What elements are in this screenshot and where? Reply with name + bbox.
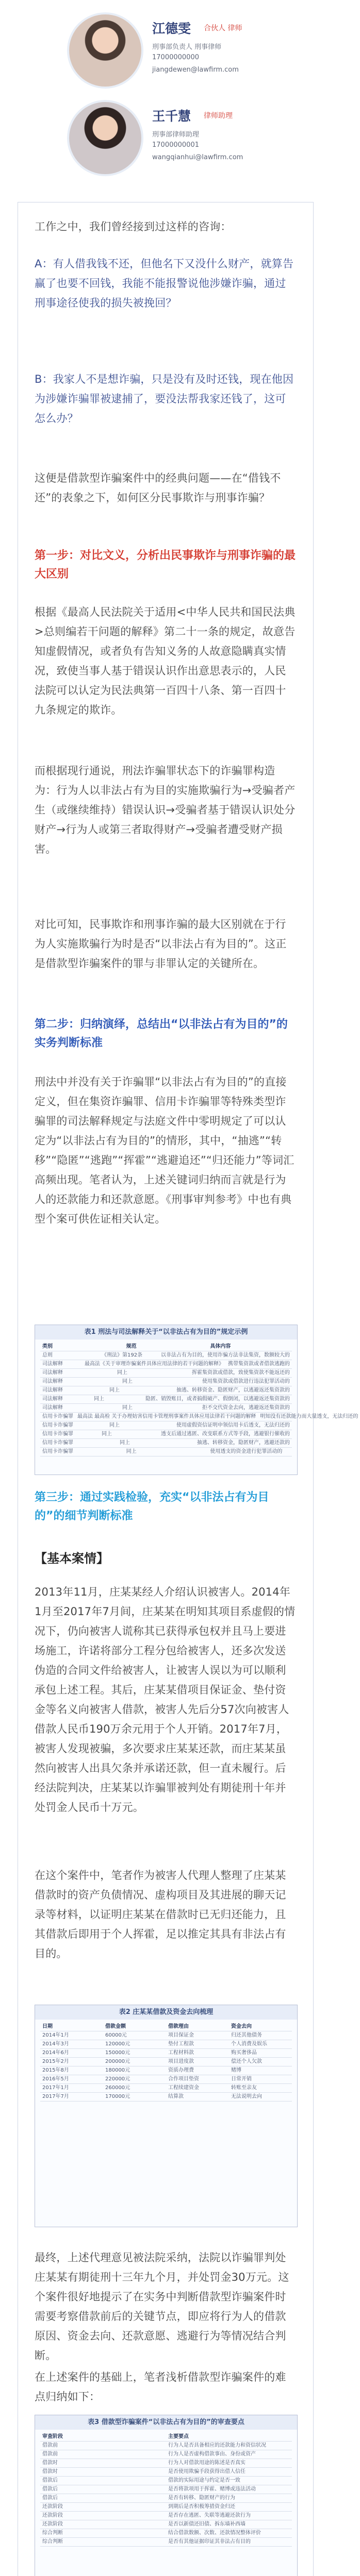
table-cell: 150000元 (105, 2050, 130, 2056)
table-cell: 使用集资款或借款进行违法犯罪活动的 (202, 1379, 290, 1384)
table-cell: 项目进度款 (168, 2059, 194, 2064)
table-cell: 180000元 (105, 2067, 130, 2073)
profile-email[interactable]: jiangdewen@lawfirm.com (152, 66, 239, 74)
table-cell: 200000元 (105, 2059, 130, 2064)
step1-paragraph: 而根据现行通说，刑法诈骗罪状态下的诈骗罪构造为：行为人以非法占有为目的实施欺骗行为→受骗者产生（或继续维持）错误认识→受骗者基于错误认识处分财产→行为人或第三者取得财产→受骗者遭受财产损害。 (35, 765, 296, 855)
table-row (40, 1404, 292, 1413)
table-cell: 2017年7月 (42, 2094, 69, 2099)
table-cell: 借款前 (42, 2443, 58, 2448)
table-cell: 是否有其他证据印证其非法占有目的 (168, 2539, 251, 2545)
table-row (40, 2459, 292, 2468)
article-card (18, 202, 358, 2576)
table-cell: 最高法《关于审理诈骗案件具体应用法律的若干问题的解释》 (85, 1361, 224, 1367)
table-row (40, 2450, 292, 2459)
case-paragraph: 在上述案件的基础上，笔者浅析借款型诈骗案件的难点归纳如下： (35, 2371, 286, 2403)
profile-card (67, 97, 304, 179)
profile-line: 刑事部律师助理 (152, 131, 200, 139)
table-cell: 无法说明去向 (231, 2094, 262, 2099)
table-row (40, 2477, 292, 2485)
case-para1 (35, 1582, 297, 1817)
table-cell: 偿还个人欠款 (231, 2059, 262, 2064)
table-row (40, 1439, 292, 1448)
profile-card (67, 9, 304, 92)
table-cell: 170000元 (105, 2094, 130, 2099)
table-cell: 是否有转移、隐匿财产的行为 (168, 2495, 235, 2501)
case-paragraph: 2013年11月，庄某某经人介绍认识被害人。2014年1月至2017年7月间，庄某某在明知其项目系虚假的情况下，仍向被害人谎称其已获得承包权并且马上要进场施工，许诺将部分工程分包给被害人，还多次发送伪造的合同文件给被害人，让被害人误以为可以顺利承包上述工程。其后，庄某某借项目保证金、垫付资金等名义向被害人借款，被害人先后分57次向被害人借款人民币190万余元用于个人开销。2017年7月，被害人发现被骗，多次要求庄某某还款，而庄某某虽然向被害人出具欠条并承诺还款，但一直未履行。后经法院判决，庄某某以诈骗罪被判处有期徒刑十年并处罚金人民币十万元。 (35, 1586, 296, 1814)
table-cell: 综合判断 (42, 2530, 63, 2536)
table-cell: 同上 (117, 1370, 127, 1376)
table-header-cell: 审查阶段 (42, 2434, 63, 2439)
table-cell: 2014年3月 (42, 2041, 69, 2047)
profile-line: 17000000001 (152, 141, 199, 149)
table-cell: 总则 (42, 1352, 53, 1358)
step2-title (35, 1015, 297, 1053)
table-cell: 借款时 (42, 2469, 58, 2475)
table-row (40, 2049, 292, 2058)
table-cell: 归还其他债务 (231, 2032, 262, 2038)
step2-paragraph: 刑法中并没有关于诈骗罪“以非法占有为目的”的直接定义，但在集资诈骗罪、信用卡诈骗罪等特殊类型诈骗罪的司法解释规定与法庭文件中零明规定了可以认定为“以非法占有为目的”的情形，其中，“抽逃”“转移”“隐匿”“逃跑”“挥霍”“逃避追还”“归还能力”等词汇高频出现。笔者认为，上述关键词归纳而言就是行为人的还款能力和还款意愿。《刑事审判参考》中也有典型个案可供佐证相关认定。 (35, 1076, 294, 1225)
table-cell: 同上 (120, 1440, 130, 1446)
table-cell: 司法解释 (42, 1387, 63, 1393)
table-row (40, 2040, 292, 2049)
table-header-cell: 规范 (126, 1344, 137, 1349)
table-cell: 以非法占有为目的，使用诈骗方法非法集资，数额较大的 (161, 1352, 290, 1358)
table-header-cell: 资金去向 (231, 2024, 252, 2029)
profile-email[interactable]: wangqianhui@lawfirm.com (152, 154, 243, 161)
table-cell: 220000元 (105, 2076, 130, 2082)
table-header-cell: 借款金额 (105, 2024, 126, 2029)
step3-title (35, 1488, 297, 1526)
table-cell: 借款后 (42, 2486, 58, 2492)
table-row (40, 1448, 292, 1456)
table-row (40, 1395, 292, 1404)
table-cell: 120000元 (105, 2041, 130, 2047)
table-caption: 表3 借款型诈骗案件“以非法占有为目的”的审查要点 (35, 2415, 297, 2430)
table-row (40, 2066, 292, 2075)
step1-paragraph: 对比可知，民事欺诈和刑事诈骗的最大区别就在于行为人实施欺骗行为时是否“以非法占有为目的”。这正是借款型诈骗案件的罪与非罪认定的关键所在。 (35, 918, 287, 970)
case-paragraph: 在这个案件中，笔者作为被害人代理人整理了庄某某借款时的资产负债情况、虚构项目及其进展的聊天记录等材料，以证明庄某某在借款时已无归还能力，且其借款后即用于个人挥霍，足以推定其具有非法占有目的。 (35, 1869, 286, 1960)
step2-label: 第二步： (35, 1018, 80, 1031)
table-cell: 60000元 (105, 2032, 127, 2038)
table-header-cell: 借款理由 (168, 2024, 189, 2029)
table-caption: 表1 刑法与司法解释关于“以非法占有为目的”规定示例 (35, 1325, 297, 1340)
table-caption: 表2 庄某某借款及资金去向梳理 (35, 2005, 297, 2020)
table-cell: 同上 (126, 1449, 137, 1454)
case-head-block (35, 1548, 297, 1569)
table-cell: 转账至亲友 (231, 2085, 257, 2091)
table-cell: 是否存在逃匿、失联等逃避还款行为 (168, 2513, 251, 2518)
table-row (40, 2058, 292, 2066)
summary-text: 这便是借款型诈骗案件中的经典问题——在“借钱不还”的表象之下，如何区分民事欺诈与刑事诈骗？ (35, 472, 281, 504)
table-row (40, 2031, 292, 2040)
table-cell: 结算款 (168, 2094, 184, 2099)
table-cell: 抽逃、转移资金，隐匿财产，逃避还款的 (197, 1440, 290, 1446)
profile-role: 律师助理 (204, 112, 233, 120)
table-cell: 垫付工程款 (168, 2041, 194, 2047)
author-profiles (0, 0, 330, 180)
table-cell: 信用卡诈骗罪 (42, 1422, 73, 1428)
avatar (67, 12, 143, 89)
table-cell: 个人消费及娱乐 (231, 2041, 267, 2047)
case-para4 (35, 2367, 297, 2406)
table-cell: 赌博 (231, 2067, 241, 2073)
table-cell: 《刑法》第192条 (102, 1352, 143, 1358)
table-row (40, 2442, 292, 2450)
table-cell: 使用透支的资金进行犯罪活动的 (210, 1449, 283, 1454)
table-row (40, 2538, 292, 2547)
case-para3 (35, 2248, 297, 2365)
table-row (40, 2494, 292, 2503)
table-cell: 借款的实际用途与约定是否一致 (168, 2478, 240, 2483)
question-a: A：有人借我钱不还，但他名下又没什么财产，就算告赢了也要不回钱，我能不能报警说他涉嫌诈骗，通过刑事途径使我的损失被挽回？ (35, 258, 294, 309)
table-row (40, 1430, 292, 1439)
table-row (40, 1421, 292, 1430)
table-row (40, 1369, 292, 1378)
table-cell: 行为人对借款用途的陈述是否真实 (168, 2460, 246, 2466)
table-cell: 信用卡诈骗罪 (42, 1414, 73, 1419)
step1-para1 (35, 602, 297, 720)
profile-line: 17000000000 (152, 54, 199, 61)
step2-para1 (35, 1072, 297, 1229)
table-row (40, 1360, 292, 1369)
table-cell: 综合判断 (42, 2539, 63, 2545)
step1-title (35, 547, 297, 584)
intro-block (35, 217, 297, 236)
profile-name: 王千慧 (152, 109, 191, 124)
table-cell: 信用卡诈骗罪 (42, 1440, 73, 1446)
question-b: B：我家人不是想诈骗，只是没有及时还钱，现在他因为涉嫌诈骗罪被逮捕了，要没法帮我家还钱了，这可怎么办？ (35, 373, 294, 425)
table-row (40, 2485, 292, 2494)
table-image-1 (35, 1325, 358, 1475)
table-row (40, 2084, 292, 2093)
table-cell: 挥霍集资款或借款，致使集资款不能返还的 (192, 1370, 290, 1376)
table-row (40, 2512, 292, 2520)
table-cell: 司法解释 (42, 1396, 63, 1402)
profile-line: 刑事部负责人 刑事律师 (152, 43, 222, 51)
table-row (40, 2468, 292, 2477)
table-cell: 同上 (122, 1379, 133, 1384)
table-cell: 还款阶段 (42, 2513, 63, 2518)
table-cell: 司法解释 (42, 1405, 63, 1411)
case-para2 (35, 1866, 297, 1963)
table-header-cell: 具体内容 (210, 1344, 231, 1349)
table-cell: 是否以新债还旧债、拆东墙补西墙 (168, 2521, 246, 2527)
table-cell: 是否将款项用于挥霍、赌博或违法活动 (168, 2486, 256, 2492)
table-cell: 明知没有还款能力而大量透支，无法归还的 (260, 1414, 358, 1419)
table-cell: 到期后是否积极筹措资金归还 (168, 2504, 235, 2510)
step1-paragraph: 根据《最高人民法院关于适用<中华人民共和国民法典>总则编若干问题的解释》第二十一条的规定，故意告知虚假情况，或者负有告知义务的人故意隐瞒真实情况，致使当事人基于错误认识作出意思表示的，人民法院可以认定为民法典第一百四十八条、第一百四十九条规定的欺诈。 (35, 606, 296, 716)
table-cell: 还款阶段 (42, 2521, 63, 2527)
step2-heading: 归纳演绎，总结出“以非法占有为目的”的实务判断标准 (35, 1018, 288, 1049)
step1-label: 第一步： (35, 549, 80, 562)
table-cell: 2016年5月 (42, 2076, 69, 2082)
table-header-row (40, 2023, 292, 2031)
table3-body (40, 2433, 292, 2576)
table-cell: 合作项目垫资 (168, 2076, 199, 2082)
table-cell: 信用卡诈骗罪 (42, 1449, 73, 1454)
table-cell: 同上 (102, 1431, 112, 1437)
table1-rows (40, 1351, 358, 1456)
table-cell: 信用卡诈骗罪 (42, 1431, 73, 1437)
table-header-row (40, 1343, 292, 1351)
table-cell: 借款后 (42, 2495, 58, 2501)
table-cell: 2014年1月 (42, 2032, 69, 2038)
step3-heading: 通过实践检验，充实“以非法占有为目的”的细节判断标准 (35, 1491, 269, 1522)
table-cell: 项目保证金 (168, 2032, 194, 2038)
table-cell: 行为人是否虚构借款事由、身份或资产 (168, 2451, 256, 2457)
table-cell: 使用虚假资信证明申领信用卡后透支，无法归还的 (176, 1422, 290, 1428)
table-cell: 司法解释 (42, 1379, 63, 1384)
table2-body (40, 2023, 292, 2222)
case-paragraph: 最终，上述代理意见被法院采纳，法院以诈骗罪判处庄某某有期徒刑十三年九个月，并处罚金30万元。这个案件很好地提示了在实务中判断借款型诈骗案件时需要考察借款前后的关键节点，即应将行为人的借款原因、资金去向、还款意愿、逃避行为等情况结合判断。 (35, 2251, 289, 2362)
table-cell: 借款时 (42, 2460, 58, 2466)
step1-para2 (35, 761, 297, 859)
table-cell: 2014年6月 (42, 2050, 69, 2056)
table-cell: 日常开销 (231, 2076, 252, 2082)
table-cell: 还款阶段 (42, 2504, 63, 2510)
table-header-cell: 类别 (42, 1344, 53, 1349)
table-cell: 同上 (109, 1387, 120, 1393)
table-row (40, 1386, 292, 1395)
table-row (40, 2520, 292, 2529)
case-heading: 【基本案情】 (35, 1551, 109, 1566)
table-cell: 同上 (122, 1405, 133, 1411)
step1-para3 (35, 914, 297, 973)
table-row (40, 2075, 292, 2084)
table-cell: 抽逃、转移资金、隐匿财产，以逃避返还集资款的 (176, 1387, 290, 1393)
table-image-3 (35, 2415, 298, 2576)
table1-body (40, 1343, 358, 1469)
table-image-2 (35, 2005, 298, 2227)
table-cell: 携带集资款或者借款逃跑的 (228, 1361, 290, 1367)
table-cell: 借款后 (42, 2478, 58, 2483)
table-cell: 购买奢侈品 (231, 2050, 257, 2056)
table-cell: 行为人是否具备相应的还款能力和资信状况 (168, 2443, 266, 2448)
table-cell: 同上 (94, 1396, 104, 1402)
table-cell: 借款前 (42, 2451, 58, 2457)
avatar (67, 100, 143, 176)
qa-b-block (35, 369, 297, 428)
table-cell: 司法解释 (42, 1361, 63, 1367)
table-cell: 2015年2月 (42, 2059, 69, 2064)
table-row (40, 2503, 292, 2512)
table-cell: 工程续建资金 (168, 2085, 199, 2091)
table-cell: 260000元 (105, 2085, 130, 2091)
profile-name: 江德雯 (152, 21, 191, 36)
table3-rows (40, 2442, 292, 2547)
table-cell: 隐匿、销毁账目，或者搞假破产、假倒闭，以逃避返还集资款的 (145, 1396, 290, 1402)
table-row (40, 1351, 292, 1360)
table-cell: 是否使用欺骗手段获得出借人信任 (168, 2469, 246, 2475)
table-cell: 同上 (109, 1422, 120, 1428)
table-cell: 结合借款数额、次数、还款情况整体评价 (168, 2530, 261, 2536)
table-row (40, 1378, 292, 1386)
step3-label: 第三步： (35, 1491, 80, 1504)
table-row (40, 2093, 292, 2102)
table-cell: 工程材料款 (168, 2050, 194, 2056)
intro-text: 工作之中，我们曾经接到过这样的咨询： (35, 221, 232, 233)
table-cell: 资质办理费 (168, 2067, 194, 2073)
table-cell: 透支后通过逃匿、改变联系方式等手段，逃避银行催收的 (161, 1431, 290, 1437)
step1-heading: 对比文义，分析出民事欺诈与刑事诈骗的最大区别 (35, 549, 296, 581)
table-header-cell: 主要要点 (168, 2434, 189, 2439)
table-header-cell: 日期 (42, 2024, 53, 2029)
table-cell: 2015年8月 (42, 2067, 69, 2073)
table-header-row (40, 2433, 292, 2442)
table-cell: 最高法 最高检 关于办理妨害信用卡管理刑事案件具体应用法律若干问题的解释 (77, 1414, 256, 1419)
profile-role: 合伙人 律师 (204, 24, 242, 32)
table-cell: 2017年1月 (42, 2085, 69, 2091)
table2-rows (40, 2031, 292, 2102)
table-cell: 司法解释 (42, 1370, 63, 1376)
qa-a-block (35, 254, 297, 313)
summary-block (35, 468, 297, 507)
table-cell: 拒不交代资金去向，逃避返还集资款的 (202, 1405, 290, 1411)
table-row (40, 1413, 358, 1421)
table-row (40, 2529, 292, 2538)
